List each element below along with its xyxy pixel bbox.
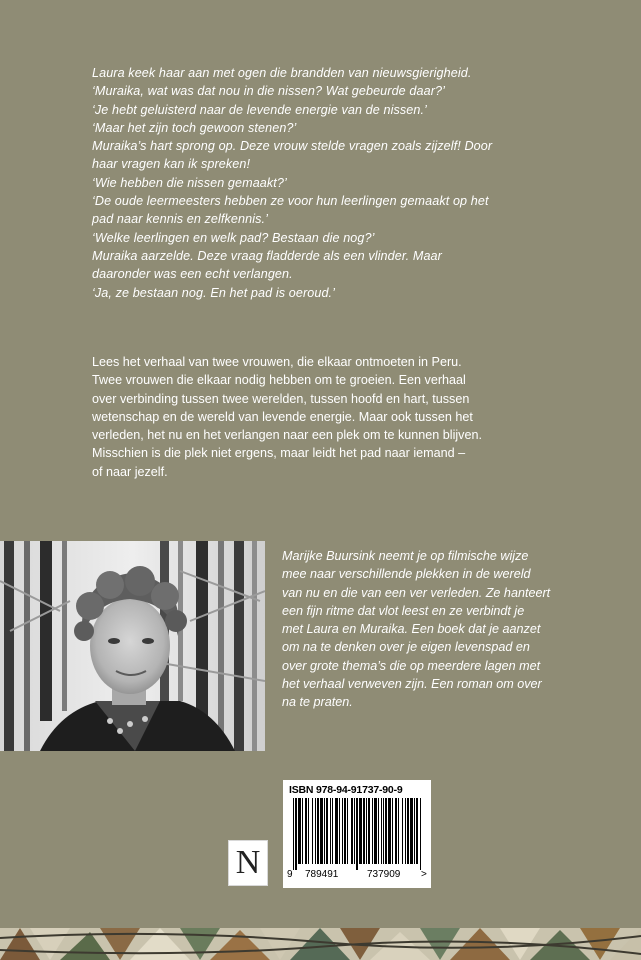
barcode-bar	[298, 798, 301, 864]
barcode-bar	[359, 798, 362, 864]
barcode-bar	[317, 798, 319, 864]
excerpt-line: ‘Welke leerlingen en welk pad? Bestaan die nog?’	[92, 230, 375, 245]
excerpt-line: pad naar kennis en zelfkennis.’	[92, 212, 269, 227]
barcode-icon	[293, 798, 421, 870]
excerpt-line: ‘Ja, ze bestaan nog. En het pad is oeroud.’	[92, 285, 336, 300]
barcode-bar	[398, 798, 399, 864]
blurb-line: verleden, het nu en het verlangen naar een plek om te kunnen blijven.	[92, 428, 482, 443]
barcode-bar	[414, 798, 415, 864]
excerpt-line: Laura keek haar aan met ogen die brandden van nieuwsgierigheid.	[92, 66, 472, 80]
author-line: met Laura en Muraika. Een boek dat je aanzet	[282, 622, 541, 637]
barcode-bar	[374, 798, 377, 864]
barcode-bar	[363, 798, 365, 864]
excerpt-line: ‘Maar het zijn toch gewoon stenen?’	[92, 120, 297, 135]
barcode-bar	[302, 798, 303, 864]
author-photo	[0, 541, 265, 751]
blurb-line: Twee vrouwen die elkaar nodig hebben om te groeien. Een verhaal	[92, 373, 466, 388]
excerpt-line: ‘Wie hebben die nissen gemaakt?’	[92, 175, 287, 190]
blurb-line: over verbinding tussen twee werelden, tussen hoofd en hart, tussen	[92, 391, 470, 406]
barcode-bar	[308, 798, 309, 864]
barcode-bar	[320, 798, 323, 864]
author-line: Marijke Buursink neemt je op filmische wijze	[282, 549, 529, 563]
book-blurb	[92, 353, 592, 481]
barcode-bar	[312, 798, 313, 864]
excerpt-line: daaronder was een echt verlangen.	[92, 267, 293, 282]
barcode-bar	[381, 798, 382, 864]
author-line: het verhaal verweven zijn. Een roman om over	[282, 677, 542, 692]
barcode-bar	[351, 798, 353, 864]
excerpt-line: Muraika aarzelde. Deze vraag fladderde als een vlinder. Maar	[92, 248, 442, 263]
barcode-bar	[305, 798, 307, 864]
excerpt-line: ‘Muraika, wat was dat nou in die nissen? Wat gebeurde daar?’	[92, 84, 445, 99]
barcode-bar	[326, 798, 328, 864]
barcode-bar	[315, 798, 316, 864]
blurb-line: wetenschap en de wereld van levende energie. Maar ook tussen het	[92, 409, 473, 424]
excerpt-line: Muraika’s hart sprong op. Deze vrouw stelde vragen zoals zijzelf! Door	[92, 139, 493, 154]
barcode-bar	[385, 798, 387, 864]
barcode-bar	[392, 798, 393, 864]
stained-glass-border	[0, 928, 641, 960]
blurb-line: Misschien is die plek niet ergens, maar leidt het pad naar iemand –	[92, 446, 466, 461]
barcode-bar	[410, 798, 413, 864]
author-review-text	[282, 547, 622, 712]
publisher-logo: N	[228, 840, 268, 886]
barcode-bar	[330, 798, 331, 864]
barcode-bar	[388, 798, 391, 864]
excerpt-line: haar vragen kan ik spreken!	[92, 157, 251, 172]
barcode-bar	[368, 798, 370, 864]
barcode-bar	[335, 798, 338, 864]
barcode-bar	[347, 798, 348, 864]
barcode-bar	[339, 798, 340, 864]
author-line: een fijn ritme dat vlot leest en ze verbindt je	[282, 603, 525, 618]
stained-glass-pattern-icon	[0, 928, 641, 960]
isbn-group-right: 737909	[367, 869, 401, 880]
author-line: mee naar verschillende plekken in de wereld	[282, 567, 531, 582]
barcode-bar	[402, 798, 403, 864]
author-line: om na te denken over je eigen levenspad en	[282, 640, 530, 655]
barcode-bar	[366, 798, 367, 864]
author-line: over grote thema’s die op meerdere lagen met	[282, 658, 541, 673]
barcode-bar	[416, 798, 418, 864]
barcode-bar	[356, 798, 358, 870]
isbn-barcode	[283, 780, 431, 888]
barcode-bar	[378, 798, 379, 864]
isbn-digit-first: 9	[287, 869, 293, 880]
barcode-bar	[407, 798, 409, 864]
excerpt-text	[92, 64, 592, 302]
barcode-bar	[395, 798, 397, 864]
author-photo-image	[0, 541, 265, 751]
barcode-bar	[342, 798, 343, 864]
barcode-bar	[383, 798, 384, 864]
blurb-line: Lees het verhaal van twee vrouwen, die elkaar ontmoeten in Peru.	[92, 355, 462, 369]
barcode-bar	[420, 798, 421, 870]
barcode-bar	[344, 798, 346, 864]
barcode-bar	[354, 798, 355, 864]
barcode-bar	[372, 798, 373, 864]
author-line: van nu en die van een ver verleden. Ze hanteert	[282, 585, 551, 600]
barcode-bar	[324, 798, 325, 864]
barcode-bar	[295, 798, 297, 870]
isbn-label: ISBN 978-94-91737-90-9	[289, 784, 403, 796]
author-line: na te praten.	[282, 695, 353, 710]
barcode-bar	[405, 798, 406, 864]
isbn-arrow: >	[421, 869, 427, 880]
barcode-bar	[332, 798, 333, 864]
blurb-line: of naar jezelf.	[92, 464, 168, 479]
excerpt-line: ‘De oude leermeesters hebben ze voor hun leerlingen gemaakt op het	[92, 194, 489, 209]
isbn-group-left: 789491	[305, 869, 339, 880]
barcode-bar	[293, 798, 294, 870]
excerpt-line: ‘Je hebt geluisterd naar de levende energie van de nissen.’	[92, 102, 427, 117]
